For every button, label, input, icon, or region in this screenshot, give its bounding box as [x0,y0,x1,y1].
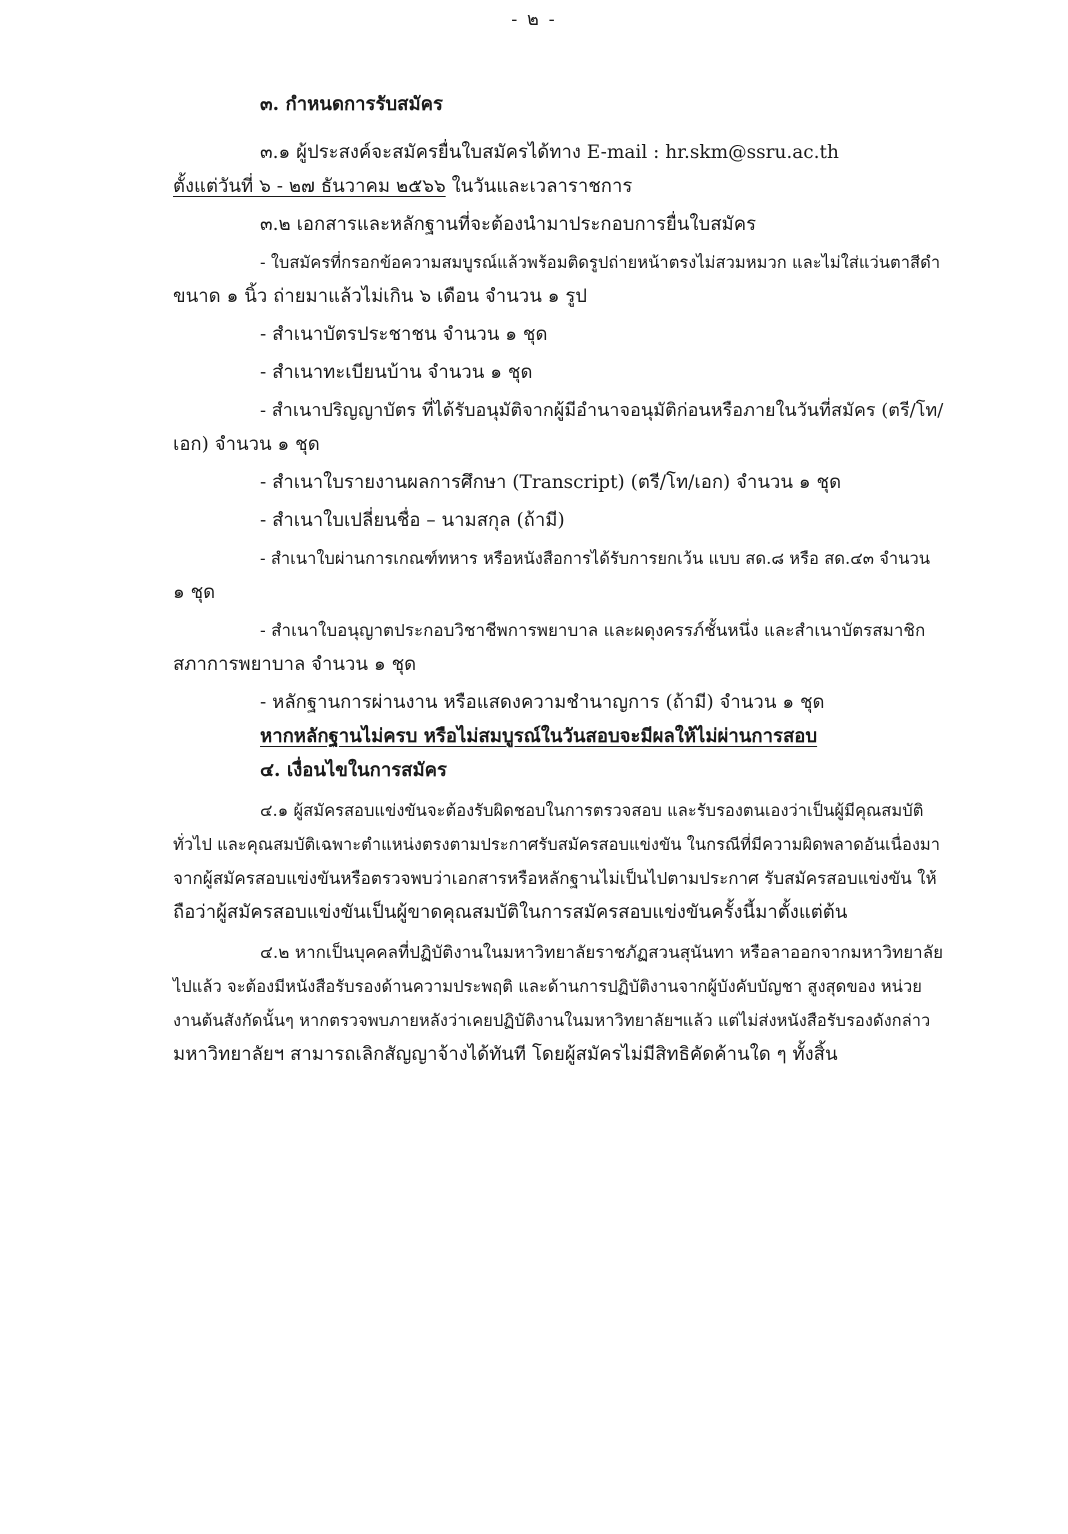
doc-item-4-line2: เอก) จำนวน ๑ ชุด [173,434,320,455]
doc-item-7-line2: ๑ ชุด [173,582,216,603]
para-4-2-line4: มหาวิทยาลัยฯ สามารถเลิกสัญญาจ้างได้ทันที โดยผู้สมัครไม่มีสิทธิคัดค้านใด ๆ ทั้งสิ้น [173,1044,838,1065]
warning-text: หากหลักฐานไม่ครบ หรือไม่สมบูรณ์ในวันสอบจะมีผลให้ไม่ผ่านการสอบ [260,726,818,747]
para-4-1-line2: ทั่วไป และคุณสมบัติเฉพาะตำแหน่งตรงตามประกาศรับสมัครสอบแข่งขัน ในกรณีที่มีความผิดพลาดอันเนื่องมา [173,835,941,854]
doc-item-1-line2: ขนาด ๑ นิ้ว ถ่ายมาแล้วไม่เกิน ๖ เดือน จำนวน ๑ รูป [173,286,588,307]
doc-item-4-line1: - สำเนาปริญญาบัตร ที่ได้รับอนุมัติจากผู้มีอำนาจอนุมัติก่อนหรือภายในวันที่สมัคร (ตรี/โท/ [260,400,944,421]
doc-item-8-line2: สภาการพยาบาล จำนวน ๑ ชุด [173,654,417,675]
doc-item-6: - สำเนาใบเปลี่ยนชื่อ – นามสกุล (ถ้ามี) [260,510,565,531]
doc-item-8-line1: - สำเนาใบอนุญาตประกอบวิชาชีพการพยาบาล และผดุงครรภ์ชั้นหนึ่ง และสำเนาบัตรสมาชิก [260,621,926,641]
section-4-heading: ๔. เงื่อนไขในการสมัคร [260,760,447,781]
para-4-2-line3: งานต้นสังกัดนั้นๆ หากตรวจพบภายหลังว่าเคยปฏิบัติงานในมหาวิทยาลัยฯแล้ว แต่ไม่ส่งหนังสือรับรองดังกล่าว [173,1011,931,1030]
para-4-1-line1: ๔.๑ ผู้สมัครสอบแข่งขันจะต้องรับผิดชอบในการตรวจสอบ และรับรองตนเองว่าเป็นผู้มีคุณสมบัติ [260,801,924,820]
application-time-note: ในวันและเวลาราชการ [445,176,633,197]
item-3-1-line2 [173,170,943,204]
doc-item-5: - สำเนาใบรายงานผลการศึกษา (Transcript) (ตรี/โท/เอก) จำนวน ๑ ชุด [260,472,842,493]
para-4-2-line2: ไปแล้ว จะต้องมีหนังสือรับรองด้านความประพฤติ และด้านการปฏิบัติงานจากผู้บังคับบัญชา สูงสุดของ หน่วย [173,977,922,996]
item-3-1-line1: ๓.๑ ผู้ประสงค์จะสมัครยื่นใบสมัครได้ทาง E-mail : hr.skm@ssru.ac.th [260,142,839,163]
para-4-1-line3: จากผู้สมัครสอบแข่งขันหรือตรวจพบว่าเอกสารหรือหลักฐานไม่เป็นไปตามประกาศ รับสมัครสอบแข่งขัน ให้ [173,869,937,889]
page-number: - ๒ - [511,9,557,30]
doc-item-7-line1: - สำเนาใบผ่านการเกณฑ์ทหาร หรือหนังสือการได้รับการยกเว้น แบบ สด.๘ หรือ สด.๔๓ จำนวน [260,549,930,568]
incomplete-docs-warning [173,720,943,754]
doc-item-3: - สำเนาทะเบียนบ้าน จำนวน ๑ ชุด [260,362,533,383]
application-date-range: ตั้งแต่วันที่ ๖ - ๒๗ ธันวาคม ๒๕๖๖ [173,176,446,197]
para-4-1-line4: ถือว่าผู้สมัครสอบแข่งขันเป็นผู้ขาดคุณสมบัติในการสมัครสอบแข่งขันครั้งนี้มาตั้งแต่ต้น [173,902,848,923]
doc-item-2: - สำเนาบัตรประชาชน จำนวน ๑ ชุด [260,324,548,345]
para-4-2-line1: ๔.๒ หากเป็นบุคคลที่ปฏิบัติงานในมหาวิทยาลัยราชภัฏสวนสุนันทา หรือลาออกจากมหาวิทยาลัย [260,943,944,963]
document-body [173,88,943,1072]
doc-item-1-line1: - ใบสมัครที่กรอกข้อความสมบูรณ์แล้วพร้อมติดรูปถ่ายหน้าตรงไม่สวมหมวก และไม่ใส่แว่นตาสีดำ [260,253,941,272]
doc-item-9: - หลักฐานการผ่านงาน หรือแสดงความชำนาญการ (ถ้ามี) จำนวน ๑ ชุด [260,692,825,713]
section-3-heading: ๓. กำหนดการรับสมัคร [260,94,443,115]
item-3-2: ๓.๒ เอกสารและหลักฐานที่จะต้องนำมาประกอบการยื่นใบสมัคร [260,214,757,235]
